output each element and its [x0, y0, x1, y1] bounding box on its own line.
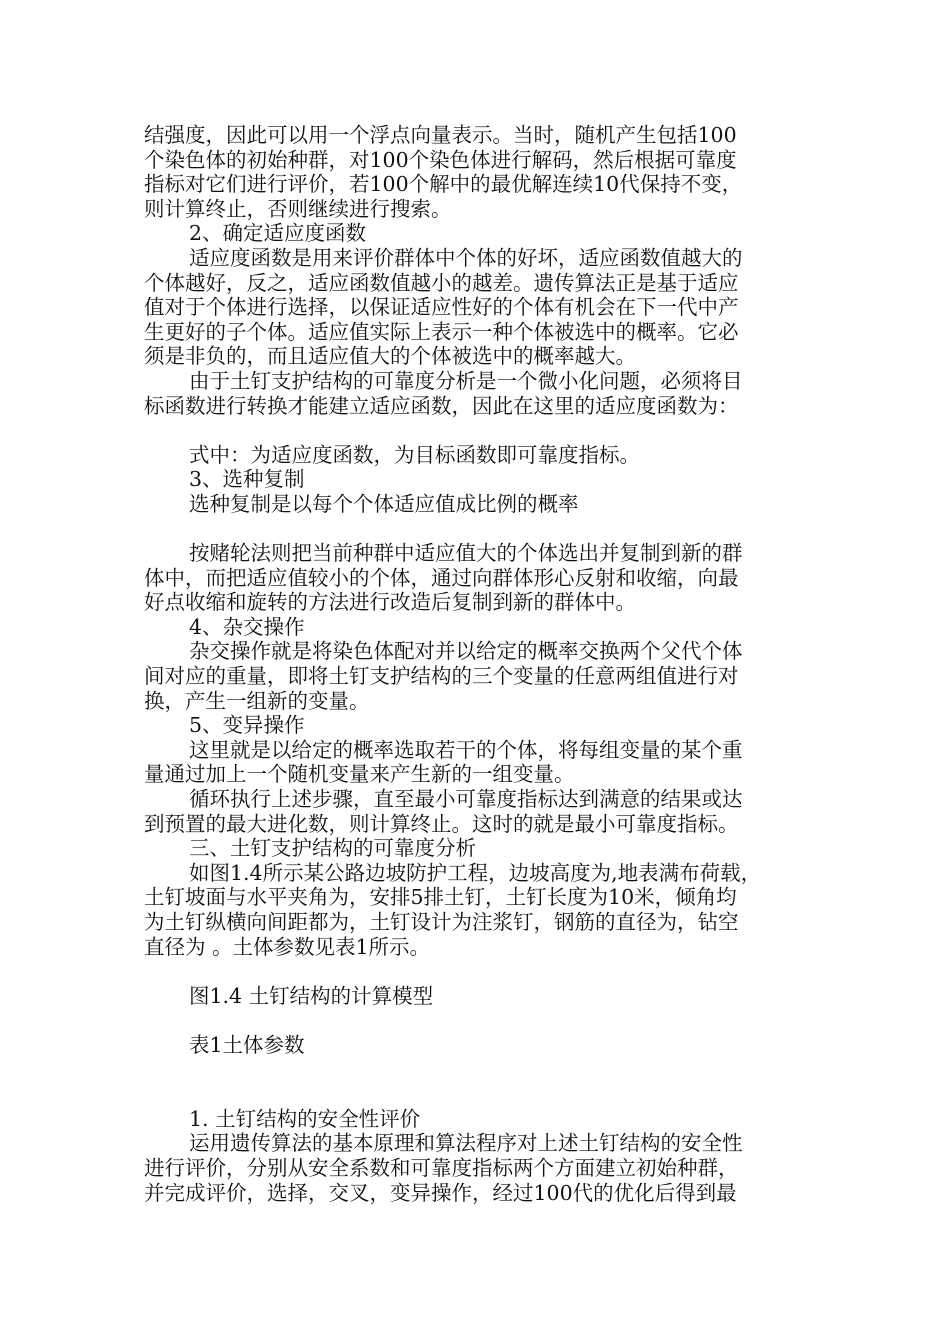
text-line: 运用遗传算法的基本原理和算法程序对上述土钉结构的安全性 — [189, 1131, 743, 1156]
blank-line — [144, 959, 810, 984]
text-line: 表1土体参数 — [189, 1032, 305, 1057]
text-line: 个染色体的初始种群，对100个染色体进行解码，然后根据可靠度 — [144, 147, 737, 172]
text-line: 4、杂交操作 — [189, 614, 305, 639]
text-line: 三、土钉支护结构的可靠度分析 — [189, 836, 476, 861]
text-line: 5、变异操作 — [189, 713, 305, 738]
text-line: 则计算终止，否则继续进行搜索。 — [144, 196, 452, 221]
text-line: 这里就是以给定的概率选取若干的个体，将每组变量的某个重 — [189, 737, 743, 762]
text-line: 按赌轮法则把当前种群中适应值大的个体选出并复制到新的群 — [189, 541, 743, 566]
text-line: 杂交操作就是将染色体配对并以给定的概率交换两个父代个体 — [189, 639, 743, 664]
text-line: 3、选种复制 — [189, 467, 305, 492]
text-line: 换，产生一组新的变量。 — [144, 688, 370, 713]
text-line: 土钉坡面与水平夹角为，安排5排土钉，土钉长度为10米，倾角均 — [144, 885, 737, 910]
text-line: 体中，而把适应值较小的个体，通过向群体形心反射和收缩，向最 — [144, 565, 739, 590]
text-line: 直径为 。土体参数见表1所示。 — [144, 934, 431, 959]
blank-line — [144, 418, 810, 443]
text-line: 循环执行上述步骤，直至最小可靠度指标达到满意的结果或达 — [189, 787, 743, 812]
text-line: 结强度，因此可以用一个浮点向量表示。当时，随机产生包括100 — [144, 123, 737, 147]
blank-line — [144, 517, 810, 542]
text-line: 2、确定适应度函数 — [189, 221, 367, 246]
text-line: 间对应的重量，即将土钉支护结构的三个变量的任意两组值进行对 — [144, 664, 739, 689]
text-line: 须是非负的，而且适应值大的个体被选中的概率越大。 — [144, 344, 636, 369]
text-line: 生更好的子个体。适应值实际上表示一种个体被选中的概率。它必 — [144, 319, 739, 344]
text-line: 好点收缩和旋转的方法进行改造后复制到新的群体中。 — [144, 590, 636, 615]
text-line: 由于土钉支护结构的可靠度分析是一个微小化问题，必须将目 — [189, 368, 743, 393]
text-line: 标函数进行转换才能建立适应函数，因此在这里的适应度函数为： — [144, 393, 739, 418]
text-line: 如图1.4所示某公路边坡防护工程，边坡高度为,地表满布荷载， — [189, 860, 762, 885]
text-line: 并完成评价，选择，交叉，变异操作，经过100代的优化后得到最 — [144, 1180, 737, 1205]
text-line: 选种复制是以每个个体适应值成比例的概率 — [189, 491, 579, 516]
text-line: 1. 土钉结构的安全性评价 — [189, 1106, 421, 1131]
blank-line — [144, 1082, 810, 1107]
text-line: 到预置的最大进化数，则计算终止。这时的就是最小可靠度指标。 — [144, 811, 739, 836]
text-line: 为土钉纵横向间距都为，土钉设计为注浆钉，钢筋的直径为，钻空 — [144, 910, 739, 934]
text-line: 适应度函数是用来评价群体中个体的好坏，适应函数值越大的 — [189, 245, 743, 270]
text-line: 指标对它们进行评价，若100个解中的最优解连续10代保持不变， — [144, 172, 743, 197]
blank-line — [144, 1058, 810, 1083]
text-line: 量通过加上一个随机变量来产生新的一组变量。 — [144, 762, 575, 787]
blank-line — [144, 1008, 810, 1033]
text-line: 图1.4 土钉结构的计算模型 — [189, 983, 434, 1008]
text-line: 个体越好，反之，适应函数值越小的越差。遗传算法正是基于适应 — [144, 270, 739, 295]
text-line: 值对于个体进行选择，以保证适应性好的个体有机会在下一代中产 — [144, 295, 739, 320]
document-body — [144, 123, 810, 1205]
text-line: 式中：为适应度函数，为目标函数即可靠度指标。 — [189, 442, 640, 467]
text-line: 进行评价，分别从安全系数和可靠度指标两个方面建立初始种群， — [144, 1155, 739, 1180]
